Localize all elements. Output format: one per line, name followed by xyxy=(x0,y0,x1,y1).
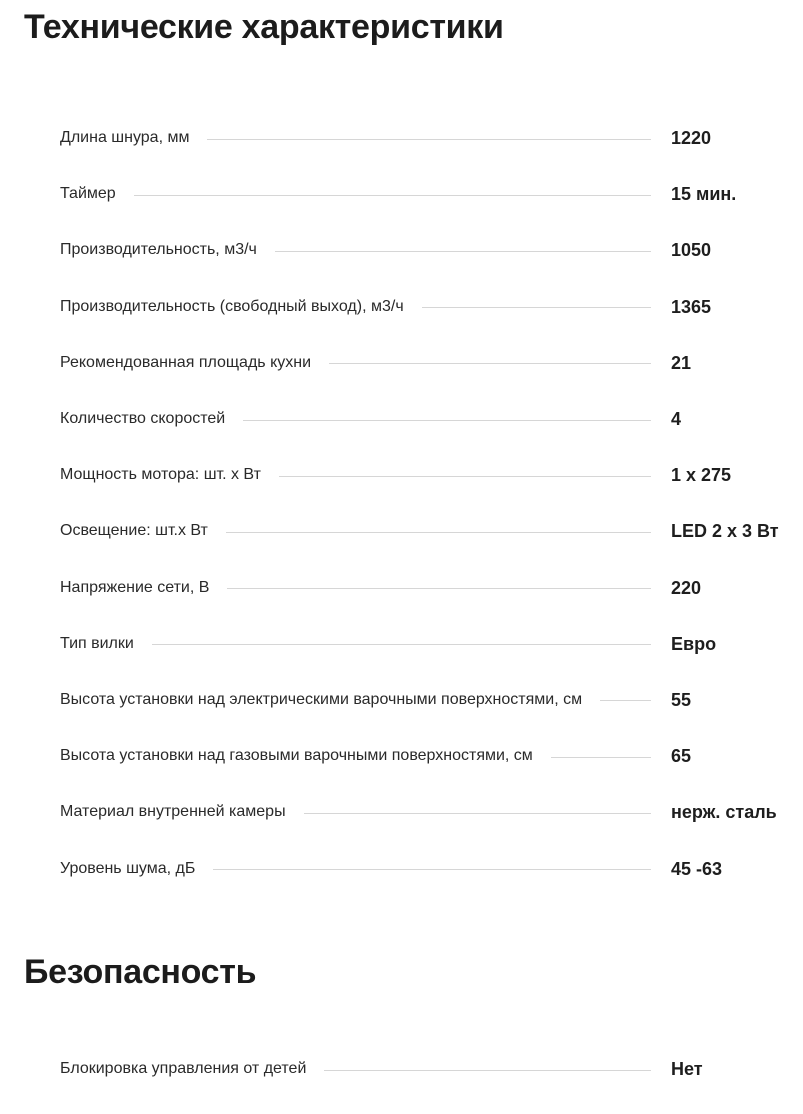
spec-value: Евро xyxy=(671,633,717,654)
spec-row-child-lock xyxy=(60,1055,803,1083)
spec-row-cord-length xyxy=(60,110,803,166)
spec-label: Производительность (свободный выход), м3/ч xyxy=(60,297,404,315)
spec-value: Нет xyxy=(671,1059,703,1079)
spec-label: Уровень шума, дБ xyxy=(60,859,196,877)
spec-leader-line xyxy=(275,251,651,252)
spec-leader-line xyxy=(304,813,651,814)
spec-row-height-gas xyxy=(60,728,803,784)
spec-value: 4 xyxy=(671,409,682,430)
spec-leader-line xyxy=(551,757,651,758)
spec-row-height-electric xyxy=(60,672,803,728)
spec-label: Тип вилки xyxy=(60,634,134,652)
spec-label: Таймер xyxy=(60,185,116,203)
spec-value: 220 xyxy=(671,577,702,598)
spec-leader-line xyxy=(134,195,651,196)
spec-value: 45 -63 xyxy=(671,858,723,879)
spec-label: Длина шнура, мм xyxy=(60,129,190,147)
spec-label: Высота установки над электрическими варочными поверхностями, см xyxy=(60,690,583,708)
spec-leader-line xyxy=(600,700,651,701)
spec-row-speeds xyxy=(60,391,803,447)
spec-label: Блокировка управления от детей xyxy=(60,1060,307,1077)
specs-list xyxy=(60,110,803,897)
spec-leader-line xyxy=(329,363,651,364)
spec-leader-line xyxy=(207,139,651,140)
spec-row-capacity-free-outlet xyxy=(60,279,803,335)
spec-label: Количество скоростей xyxy=(60,410,226,428)
spec-leader-line xyxy=(227,588,651,589)
spec-leader-line xyxy=(226,532,651,533)
spec-label: Мощность мотора: шт. x Вт xyxy=(60,466,261,484)
spec-label: Высота установки над газовыми варочными поверхностями, см xyxy=(60,747,533,765)
spec-row-kitchen-area xyxy=(60,335,803,391)
spec-value: нерж. сталь xyxy=(671,802,777,823)
spec-value: 65 xyxy=(671,746,692,767)
spec-leader-line xyxy=(422,307,651,308)
spec-label: Производительность, м3/ч xyxy=(60,241,257,259)
spec-value: 1050 xyxy=(671,240,712,261)
spec-row-timer xyxy=(60,166,803,222)
spec-value: 1365 xyxy=(671,296,712,317)
spec-value: 1220 xyxy=(671,128,712,149)
spec-leader-line xyxy=(243,420,651,421)
spec-row-capacity xyxy=(60,222,803,278)
spec-value: 55 xyxy=(671,689,692,710)
safety-section-title: Безопасность xyxy=(24,953,257,991)
spec-label: Материал внутренней камеры xyxy=(60,803,286,821)
spec-value: 1 x 275 xyxy=(671,465,732,486)
spec-leader-line xyxy=(213,869,651,870)
spec-label: Напряжение сети, В xyxy=(60,578,210,596)
spec-value: 21 xyxy=(671,352,692,373)
spec-row-chamber-material xyxy=(60,784,803,840)
spec-row-motor-power xyxy=(60,447,803,503)
spec-row-lighting xyxy=(60,503,803,559)
spec-leader-line xyxy=(279,476,651,477)
spec-row-noise-level xyxy=(60,840,803,896)
safety-list xyxy=(60,1055,803,1083)
specs-section-title: Технические характеристики xyxy=(24,8,504,46)
spec-value: LED 2 x 3 Вт xyxy=(671,521,779,542)
spec-leader-line xyxy=(324,1070,651,1071)
spec-label: Освещение: шт.x Вт xyxy=(60,522,208,540)
spec-row-plug-type xyxy=(60,616,803,672)
spec-row-voltage xyxy=(60,560,803,616)
spec-leader-line xyxy=(152,644,651,645)
spec-label: Рекомендованная площадь кухни xyxy=(60,353,312,371)
spec-value: 15 мин. xyxy=(671,184,737,205)
